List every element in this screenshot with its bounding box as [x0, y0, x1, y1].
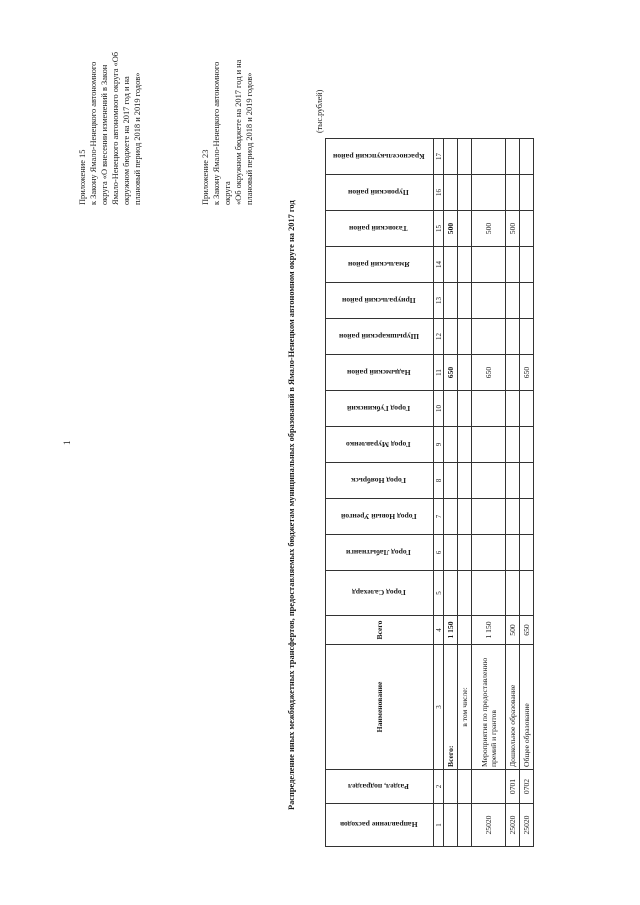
- row-nadym: 650: [520, 355, 534, 391]
- header-cell: Город Муравленко: [326, 427, 434, 463]
- col-number: 13: [434, 283, 444, 319]
- row-section: 0702: [520, 770, 534, 804]
- header-row: [326, 139, 434, 847]
- unit-label: (тыс.рублей): [315, 89, 324, 133]
- appendix-15-note: Приложение 15 к Закону Ямало-Ненецкого автономного округа «О внесении изменений в Закон Ямало-Ненецкого автономного округа «Об окружном бюджете на 2017 год и на плановый период 2018 и 2019 годов»: [78, 51, 142, 205]
- col-number: 15: [434, 211, 444, 247]
- header-cell: Город Новый Уренгой: [326, 499, 434, 535]
- col-number: 14: [434, 247, 444, 283]
- row-nadym: 650: [444, 355, 458, 391]
- col-number: 12: [434, 319, 444, 355]
- column-number-row: [434, 139, 444, 847]
- row-section: 0701: [506, 770, 520, 804]
- row-name: Дошкольное образование: [506, 645, 520, 770]
- header-cell: Направление расходов: [326, 804, 434, 847]
- row-code: 25020: [472, 804, 506, 847]
- header-cell: Ямальский район: [326, 247, 434, 283]
- row-tazov: 500: [444, 211, 458, 247]
- appendix-23-note: Приложение 23 к Закону Ямало-Ненецкого автономного округа «Об окружном бюджете на 2017 год и на плановый период 2018 и 2019 годов»: [201, 59, 254, 205]
- header-cell: Надымский район: [326, 355, 434, 391]
- col-number: 1: [434, 804, 444, 847]
- row-name: в том числе:: [458, 645, 472, 770]
- col-number: 5: [434, 571, 444, 616]
- header-cell: Город Губкинский: [326, 391, 434, 427]
- header-cell: Тазовский район: [326, 211, 434, 247]
- row-name: Общее образование: [520, 645, 534, 770]
- col-number: 16: [434, 175, 444, 211]
- col-number: 17: [434, 139, 444, 175]
- col-number: 6: [434, 535, 444, 571]
- table-title: Распределение иных межбюджетных трансфертов, предоставляемых бюджетам муниципальных образований в Ямало-Ненецком автономном округе на 2017 год: [287, 200, 296, 810]
- row-total: 500: [506, 616, 520, 645]
- col-number: 4: [434, 616, 444, 645]
- header-cell: Наименование: [326, 645, 434, 770]
- col-number: 9: [434, 427, 444, 463]
- table-row-incl: [458, 139, 472, 847]
- page-number: 1: [62, 440, 72, 445]
- header-cell: Шурышкарский район: [326, 319, 434, 355]
- header-cell: Пуровский район: [326, 175, 434, 211]
- col-number: 8: [434, 463, 444, 499]
- col-number: 11: [434, 355, 444, 391]
- header-cell: Город Лабытнанги: [326, 535, 434, 571]
- row-total: 650: [520, 616, 534, 645]
- header-cell: Город Ноябрьск: [326, 463, 434, 499]
- table-row-total: [444, 139, 458, 847]
- header-cell: Город Салехард: [326, 571, 434, 616]
- row-name: Мероприятия по предоставлению премий и грантов: [472, 645, 506, 770]
- row-code: 25020: [506, 804, 520, 847]
- row-name: Всего:: [444, 645, 458, 770]
- table-row-events: [472, 139, 506, 847]
- table-row-preschool: [506, 139, 520, 847]
- col-number: 3: [434, 645, 444, 770]
- row-tazov: 500: [472, 211, 506, 247]
- header-cell: Красноселькупский район: [326, 139, 434, 175]
- row-total: 1 150: [444, 616, 458, 645]
- row-code: 25020: [520, 804, 534, 847]
- row-total: 1 150: [472, 616, 506, 645]
- header-cell: Приуральский район: [326, 283, 434, 319]
- table-row-general: [520, 139, 534, 847]
- col-number: 2: [434, 770, 444, 804]
- header-cell: Раздел, подраздел: [326, 770, 434, 804]
- header-cell: Всего: [326, 616, 434, 645]
- col-number: 7: [434, 499, 444, 535]
- col-number: 10: [434, 391, 444, 427]
- row-tazov: 500: [506, 211, 520, 247]
- row-nadym: 650: [472, 355, 506, 391]
- transfers-table: [325, 138, 534, 847]
